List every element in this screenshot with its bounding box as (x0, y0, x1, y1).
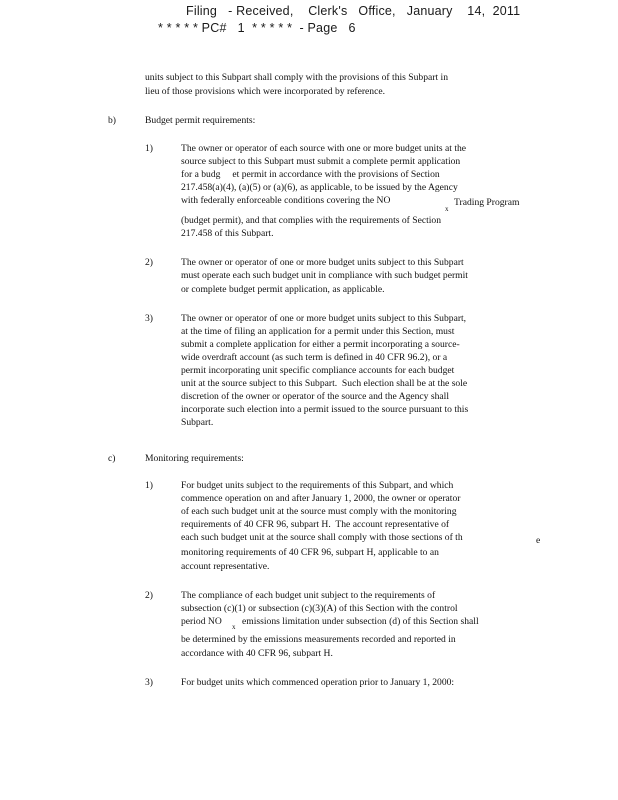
page-indicator: * * * * * PC# 1 * * * * * - Page 6 (158, 21, 356, 35)
b3-line-2: at the time of filing an application for a permit under this Section, must (181, 326, 455, 337)
c2-line-2: subsection (c)(1) or subsection (c)(3)(A) of this Section with the control (181, 603, 458, 614)
c1-line-1: For budget units subject to the requirements of this Subpart, and which (181, 480, 454, 491)
b1-line-6: (budget permit), and that complies with the requirements of Section (181, 215, 442, 226)
b1-line-5: with federally enforceable conditions covering the NO (181, 195, 391, 206)
b3-line-5: permit incorporating unit specific compliance accounts for each budget (181, 365, 455, 376)
c1-number: 1) (145, 480, 153, 491)
c3-number: 3) (145, 677, 153, 688)
c1-line-2: commence operation on and after January 1, 2000, the owner or operator (181, 493, 461, 504)
b3-number: 3) (145, 313, 153, 324)
b2-line-3: or complete budget permit application, as applicable. (181, 284, 385, 295)
c1-line-4: requirements of 40 CFR 96, subpart H. The account representative of (181, 519, 450, 530)
filing-header: Filing - Received, Clerk's Office, January 14, 2011 (186, 4, 521, 18)
intro-line-2: lieu of those provisions which were incorporated by reference. (145, 86, 386, 97)
b3-line-3: submit a complete application for either a permit incorporating a source- (181, 339, 460, 350)
c2-line-5: accordance with 40 CFR 96, subpart H. (181, 648, 333, 659)
c2-line-3-tail: emissions limitation under subsection (d) of this Section shall (242, 616, 479, 627)
b3-line-9: Subpart. (181, 417, 214, 428)
b1-trading-program: Trading Program (454, 197, 520, 208)
section-c-heading: Monitoring requirements: (145, 453, 244, 464)
b1-line-4: 217.458(a)(4), (a)(5) or (a)(6), as applicable, to be issued by the Agency (181, 182, 458, 193)
c1-line-7: account representative. (181, 561, 270, 572)
b1-line-1: The owner or operator of each source with one or more budget units at the (181, 143, 467, 154)
intro-line-1: units subject to this Subpart shall comply with the provisions of this Subpart in (145, 72, 448, 83)
c2-line-3: period NO (181, 616, 222, 627)
c2-nox-subscript: x (232, 623, 236, 631)
section-b-label: b) (108, 115, 116, 126)
c1-line-6: monitoring requirements of 40 CFR 96, subpart H, applicable to an (181, 547, 439, 558)
b3-line-4: wide overdraft account (as such term is defined in 40 CFR 96.2), or a (181, 352, 448, 363)
b1-nox-subscript: x (445, 205, 449, 213)
c1-line-3: of each such budget unit at the source must comply with the monitoring (181, 506, 457, 517)
b1-line-2: source subject to this Subpart must submit a complete permit application (181, 156, 461, 167)
c1-stray-char: e (536, 535, 541, 546)
b2-line-1: The owner or operator of one or more budget units subject to this Subpart (181, 257, 464, 268)
b3-line-8: incorporate such election into a permit issued to the source pursuant to this (181, 404, 469, 415)
b3-line-6: unit at the source subject to this Subpart. Such election shall be at the sole (181, 378, 468, 389)
c3-line-1: For budget units which commenced operation prior to January 1, 2000: (181, 677, 455, 688)
section-b-heading: Budget permit requirements: (145, 115, 256, 126)
c2-number: 2) (145, 590, 153, 601)
c1-line-5: each such budget unit at the source shall comply with those sections of th (181, 532, 463, 543)
b3-line-7: discretion of the owner or operator of the source and the Agency shall (181, 391, 450, 402)
b2-line-2: must operate each such budget unit in compliance with such budget permit (181, 270, 468, 281)
section-c-label: c) (108, 453, 116, 464)
b1-line-3: for a budg et permit in accordance with the provisions of Section (181, 169, 440, 180)
b1-line-7: 217.458 of this Subpart. (181, 228, 274, 239)
b3-line-1: The owner or operator of one or more budget units subject to this Subpart, (181, 313, 467, 324)
c2-line-4: be determined by the emissions measurements recorded and reported in (181, 634, 456, 645)
b1-number: 1) (145, 143, 153, 154)
b2-number: 2) (145, 257, 153, 268)
c2-line-1: The compliance of each budget unit subject to the requirements of (181, 590, 436, 601)
